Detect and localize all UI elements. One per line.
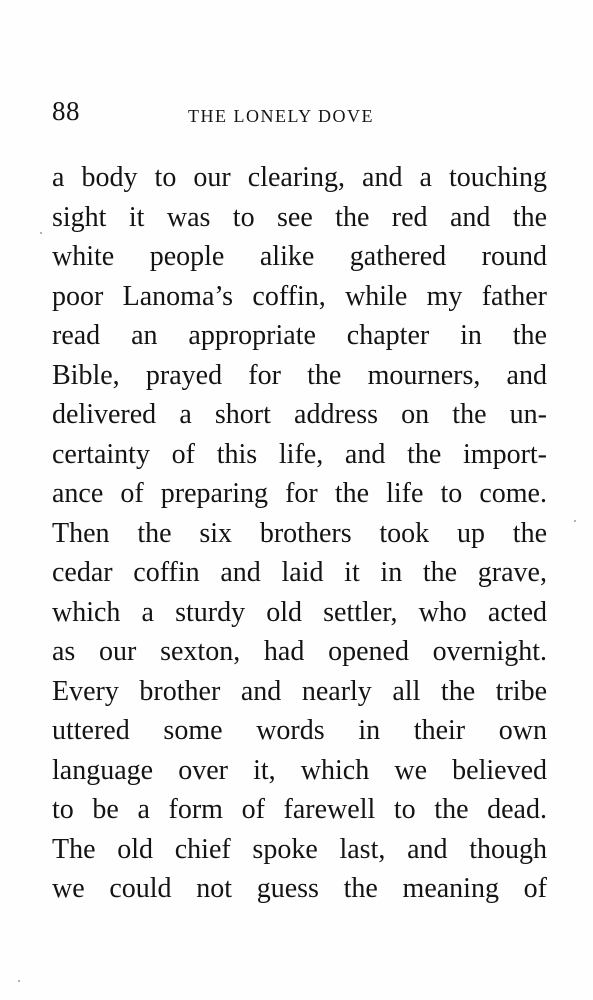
paper-speck [574,520,576,522]
paper-speck [18,980,20,982]
text-line: we could not guess the meaning of [52,873,547,904]
page-header [52,96,547,132]
text-line: sight it was to see the red and the [52,201,547,233]
text-line: ance of preparing for the life to come. [52,478,547,509]
text-line: read an appropriate chapter in the [52,320,547,351]
text-line: Every brother and nearly all the tribe [52,675,547,707]
text-line: which a sturdy old settler, who acted [52,596,547,628]
page-number: 88 [52,96,80,126]
text-line: uttered some words in their own [52,715,547,746]
text-line: delivered a short address on the un- [52,399,547,430]
text-line: The old chief spoke last, and though [52,833,547,865]
text-line: cedar coffin and laid it in the grave, [52,557,547,588]
text-line: certainty of this life, and the import- [52,438,547,470]
body-text [52,158,547,909]
text-line: as our sexton, had opened overnight. [52,636,547,667]
text-line: to be a form of farewell to the dead. [52,794,547,825]
text-line: Then the six brothers took up the [52,517,547,549]
text-line: poor Lanoma’s coffin, while my father [52,280,547,312]
paper-speck [40,232,42,234]
running-head: THE LONELY DOVE [188,106,374,126]
text-line: language over it, which we believed [52,754,547,786]
text-line: a body to our clearing, and a touching [52,162,547,193]
text-line: white people alike gathered round [52,241,547,272]
text-line: Bible, prayed for the mourners, and [52,359,547,391]
